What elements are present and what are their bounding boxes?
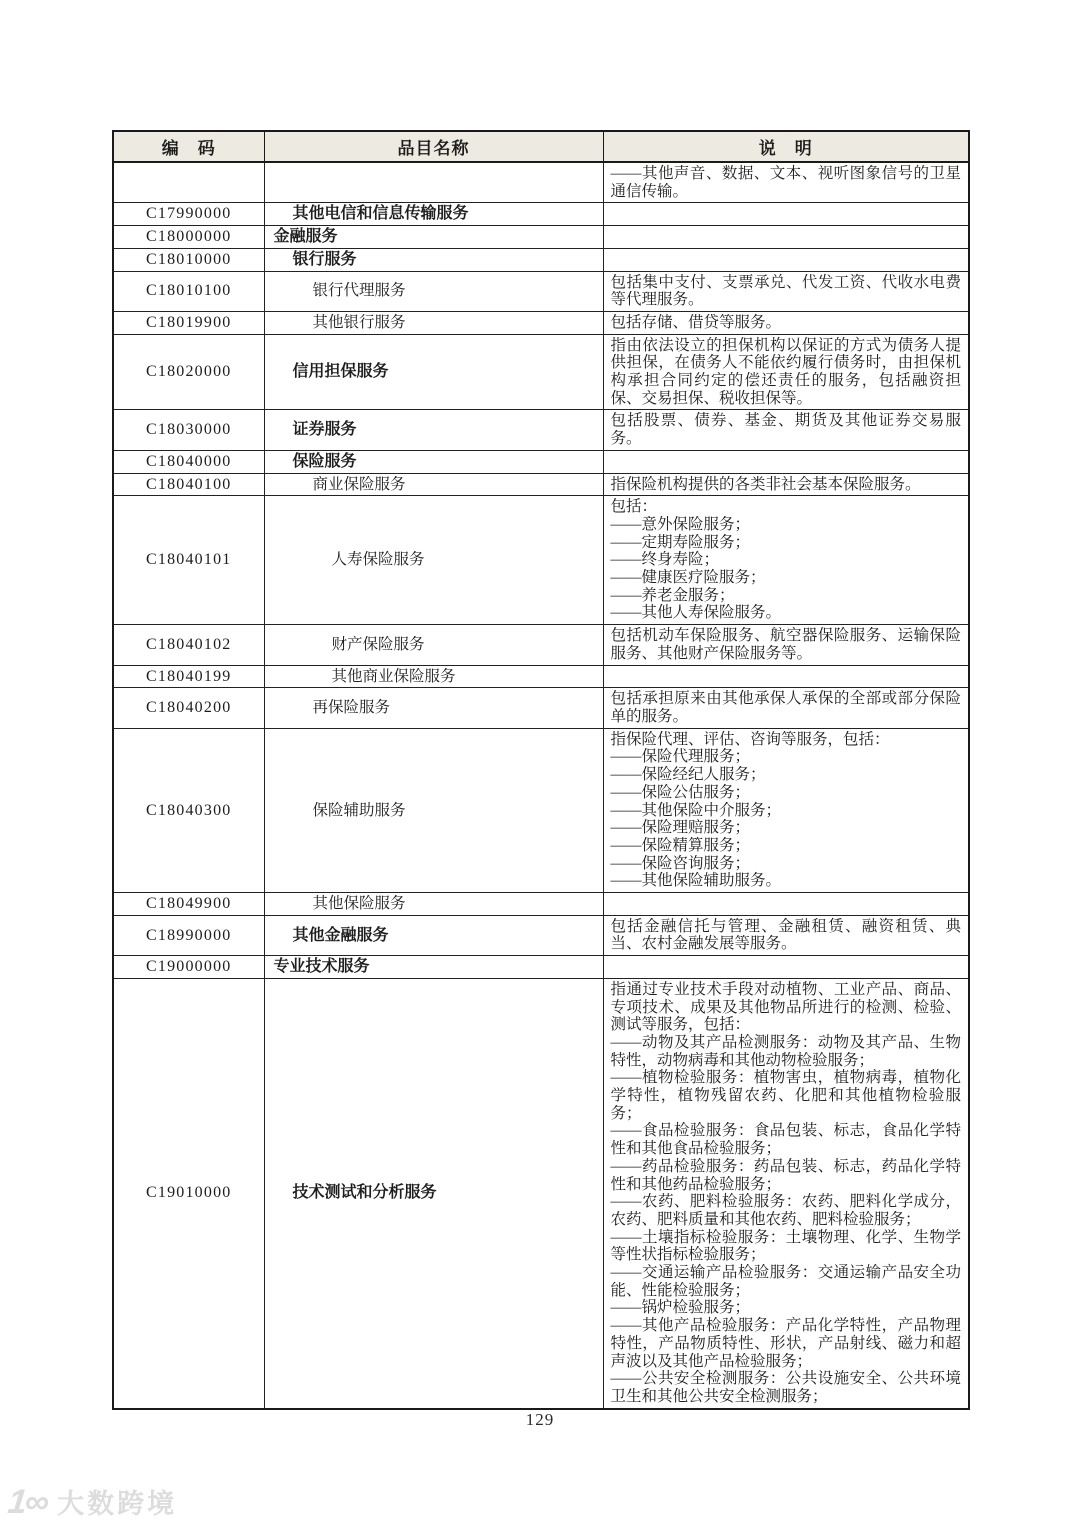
table-row — [113, 956, 969, 979]
item-name: 技术测试和分析服务 — [264, 978, 603, 1408]
table-row — [113, 496, 969, 625]
description-paragraph: ——交通运输产品检验服务：交通运输产品安全功能、性能检验服务； — [610, 1264, 961, 1299]
classification-table — [112, 130, 970, 1410]
description-paragraph: ——定期寿险服务； — [610, 533, 751, 551]
item-description — [603, 473, 969, 496]
item-code: C18990000 — [113, 915, 264, 955]
description-paragraph: 指保险代理、评估、咨询等服务，包括： — [610, 730, 890, 748]
item-description — [603, 956, 969, 979]
item-name: 专业技术服务 — [264, 956, 603, 979]
item-description — [603, 915, 969, 955]
description-paragraph: ——健康医疗险服务； — [610, 569, 766, 587]
item-description — [603, 978, 969, 1408]
table-row — [113, 334, 969, 410]
item-name: 财产保险服务 — [264, 625, 603, 665]
description-paragraph: 包括存储、借贷等服务。 — [610, 313, 782, 331]
description-paragraph: ——土壤指标检验服务：土壤物理、化学、生物学等性状指标检验服务； — [610, 1228, 961, 1264]
item-description — [603, 334, 969, 410]
description-paragraph: ——终身寿险； — [610, 551, 720, 569]
item-name — [264, 162, 603, 203]
item-name: 保险服务 — [264, 450, 603, 473]
table-row — [113, 915, 969, 955]
item-description — [603, 271, 969, 311]
item-description — [603, 410, 969, 450]
description-paragraph: ——其他保险辅助服务。 — [610, 872, 782, 890]
description-paragraph: ——保险代理服务； — [610, 748, 751, 766]
item-code: C19000000 — [113, 956, 264, 979]
description-paragraph: ——保险咨询服务； — [610, 854, 751, 872]
item-code: C18040000 — [113, 450, 264, 473]
item-code: C18040200 — [113, 688, 264, 728]
page-number: 129 — [525, 1410, 555, 1429]
item-name: 证券服务 — [264, 410, 603, 450]
item-code: C18049900 — [113, 893, 264, 916]
table-row — [113, 248, 969, 271]
description-paragraph: ——其他人寿保险服务。 — [610, 604, 782, 622]
table-row — [113, 665, 969, 688]
item-code: C17990000 — [113, 203, 264, 226]
description-paragraph: ——药品检验服务：药品包装、标志，药品化学特性和其他药品检验服务； — [610, 1157, 961, 1193]
item-description — [603, 625, 969, 665]
description-paragraph: ——养老金服务； — [610, 586, 735, 604]
item-description — [603, 496, 969, 625]
description-paragraph: 包括金融信托与管理、金融租赁、融资租赁、典当、农村金融发展等服务。 — [610, 917, 961, 953]
table-row — [113, 226, 969, 249]
column-header-code: 编 码 — [113, 131, 264, 162]
item-name: 再保险服务 — [264, 688, 603, 728]
item-code: C18040199 — [113, 665, 264, 688]
item-name: 人寿保险服务 — [264, 496, 603, 625]
item-description — [603, 893, 969, 916]
watermark — [8, 1482, 177, 1521]
item-name: 信用担保服务 — [264, 334, 603, 410]
column-header-name: 品目名称 — [264, 131, 603, 162]
item-code: C18040101 — [113, 496, 264, 625]
description-paragraph: ——保险公估服务； — [610, 783, 751, 801]
item-code: C18000000 — [113, 226, 264, 249]
item-description — [603, 226, 969, 249]
item-description — [603, 728, 969, 892]
item-code: C18010100 — [113, 271, 264, 311]
description-paragraph: ——农药、肥料检验服务：农药、肥料化学成分，农药、肥料质量和其他农药、肥料检验服务； — [610, 1193, 961, 1228]
table-row — [113, 162, 969, 203]
description-paragraph: 包括承担原来由其他承保人承保的全部或部分保险单的服务。 — [610, 690, 961, 725]
item-code: C18019900 — [113, 311, 264, 334]
table-row — [113, 893, 969, 916]
description-paragraph: 指通过专业技术手段对动植物、工业产品、商品、专项技术、成果及其他物品所进行的检测、检验、测试等服务，包括： — [610, 980, 961, 1034]
item-name: 其他金融服务 — [264, 915, 603, 955]
item-description — [603, 203, 969, 226]
table-row — [113, 728, 969, 892]
description-paragraph: 包括机动车保险服务、航空器保险服务、运输保险服务、其他财产保险服务等。 — [610, 627, 961, 662]
watermark-text: 大数跨境 — [57, 1489, 178, 1519]
description-paragraph: ——其他声音、数据、文本、视听图象信号的卫星通信传输。 — [610, 165, 961, 200]
description-paragraph: 包括股票、债券、基金、期货及其他证券交易服务。 — [610, 412, 961, 448]
table-row — [113, 978, 969, 1408]
description-paragraph: ——动物及其产品检测服务：动物及其产品、生物特性，动物病毒和其他动物检验服务； — [610, 1033, 961, 1069]
item-code — [113, 162, 264, 203]
table-row — [113, 311, 969, 334]
description-paragraph: ——保险精算服务； — [610, 836, 751, 854]
description-paragraph: 指保险机构提供的各类非社会基本保险服务。 — [610, 475, 921, 493]
item-code: C18040100 — [113, 473, 264, 496]
item-code: C18030000 — [113, 410, 264, 450]
description-paragraph: ——意外保险服务； — [610, 515, 751, 533]
table-row — [113, 688, 969, 728]
table-body — [113, 162, 969, 1409]
description-paragraph: ——公共安全检测服务：公共设施安全、公共环境卫生和其他公共安全检测服务； — [610, 1370, 961, 1405]
item-description — [603, 665, 969, 688]
description-paragraph: 包括集中支付、支票承兑、代发工资、代收水电费等代理服务。 — [610, 273, 961, 309]
dashu-kuajing-logo-icon: 1∞ — [6, 1482, 50, 1521]
table-header-row — [113, 131, 969, 162]
item-code: C18040300 — [113, 728, 264, 892]
item-code: C18010000 — [113, 248, 264, 271]
item-name: 其他电信和信息传输服务 — [264, 203, 603, 226]
description-paragraph: ——锅炉检验服务； — [610, 1299, 751, 1317]
item-name: 其他银行服务 — [264, 311, 603, 334]
table-row — [113, 625, 969, 665]
item-name: 银行服务 — [264, 248, 603, 271]
table-row — [113, 410, 969, 450]
description-paragraph: ——植物检验服务：植物害虫，植物病毒，植物化学特性，植物残留农药、化肥和其他植物检验服务； — [610, 1069, 961, 1122]
table-row — [113, 450, 969, 473]
item-description — [603, 688, 969, 728]
item-name: 其他保险服务 — [264, 893, 603, 916]
description-paragraph: 指由依法设立的担保机构以保证的方式为债务人提供担保，在债务人不能依约履行债务时，由担保机构承担合同约定的偿还责任的服务，包括融资担保、交易担保、税收担保等。 — [610, 336, 961, 407]
item-name: 金融服务 — [264, 226, 603, 249]
description-paragraph: ——食品检验服务：食品包装、标志，食品化学特性和其他食品检验服务； — [610, 1122, 961, 1158]
item-code: C18040102 — [113, 625, 264, 665]
item-name: 商业保险服务 — [264, 473, 603, 496]
item-description — [603, 162, 969, 203]
item-description — [603, 450, 969, 473]
table-row — [113, 473, 969, 496]
item-name: 保险辅助服务 — [264, 728, 603, 892]
table-row — [113, 271, 969, 311]
item-name: 银行代理服务 — [264, 271, 603, 311]
item-code: C18020000 — [113, 334, 264, 410]
description-paragraph: 包括： — [610, 498, 658, 516]
item-description — [603, 311, 969, 334]
description-paragraph: ——保险理赔服务； — [610, 819, 751, 837]
table-row — [113, 203, 969, 226]
description-paragraph: ——其他保险中介服务； — [610, 801, 782, 819]
description-paragraph: ——保险经纪人服务； — [610, 766, 766, 784]
item-name: 其他商业保险服务 — [264, 665, 603, 688]
description-paragraph: ——其他产品检验服务：产品化学特性，产品物理特性，产品物质特性、形状，产品射线、磁力和超声波以及其他产品检验服务； — [610, 1317, 961, 1370]
item-code: C19010000 — [113, 978, 264, 1408]
item-description — [603, 248, 969, 271]
column-header-description: 说 明 — [603, 131, 969, 162]
